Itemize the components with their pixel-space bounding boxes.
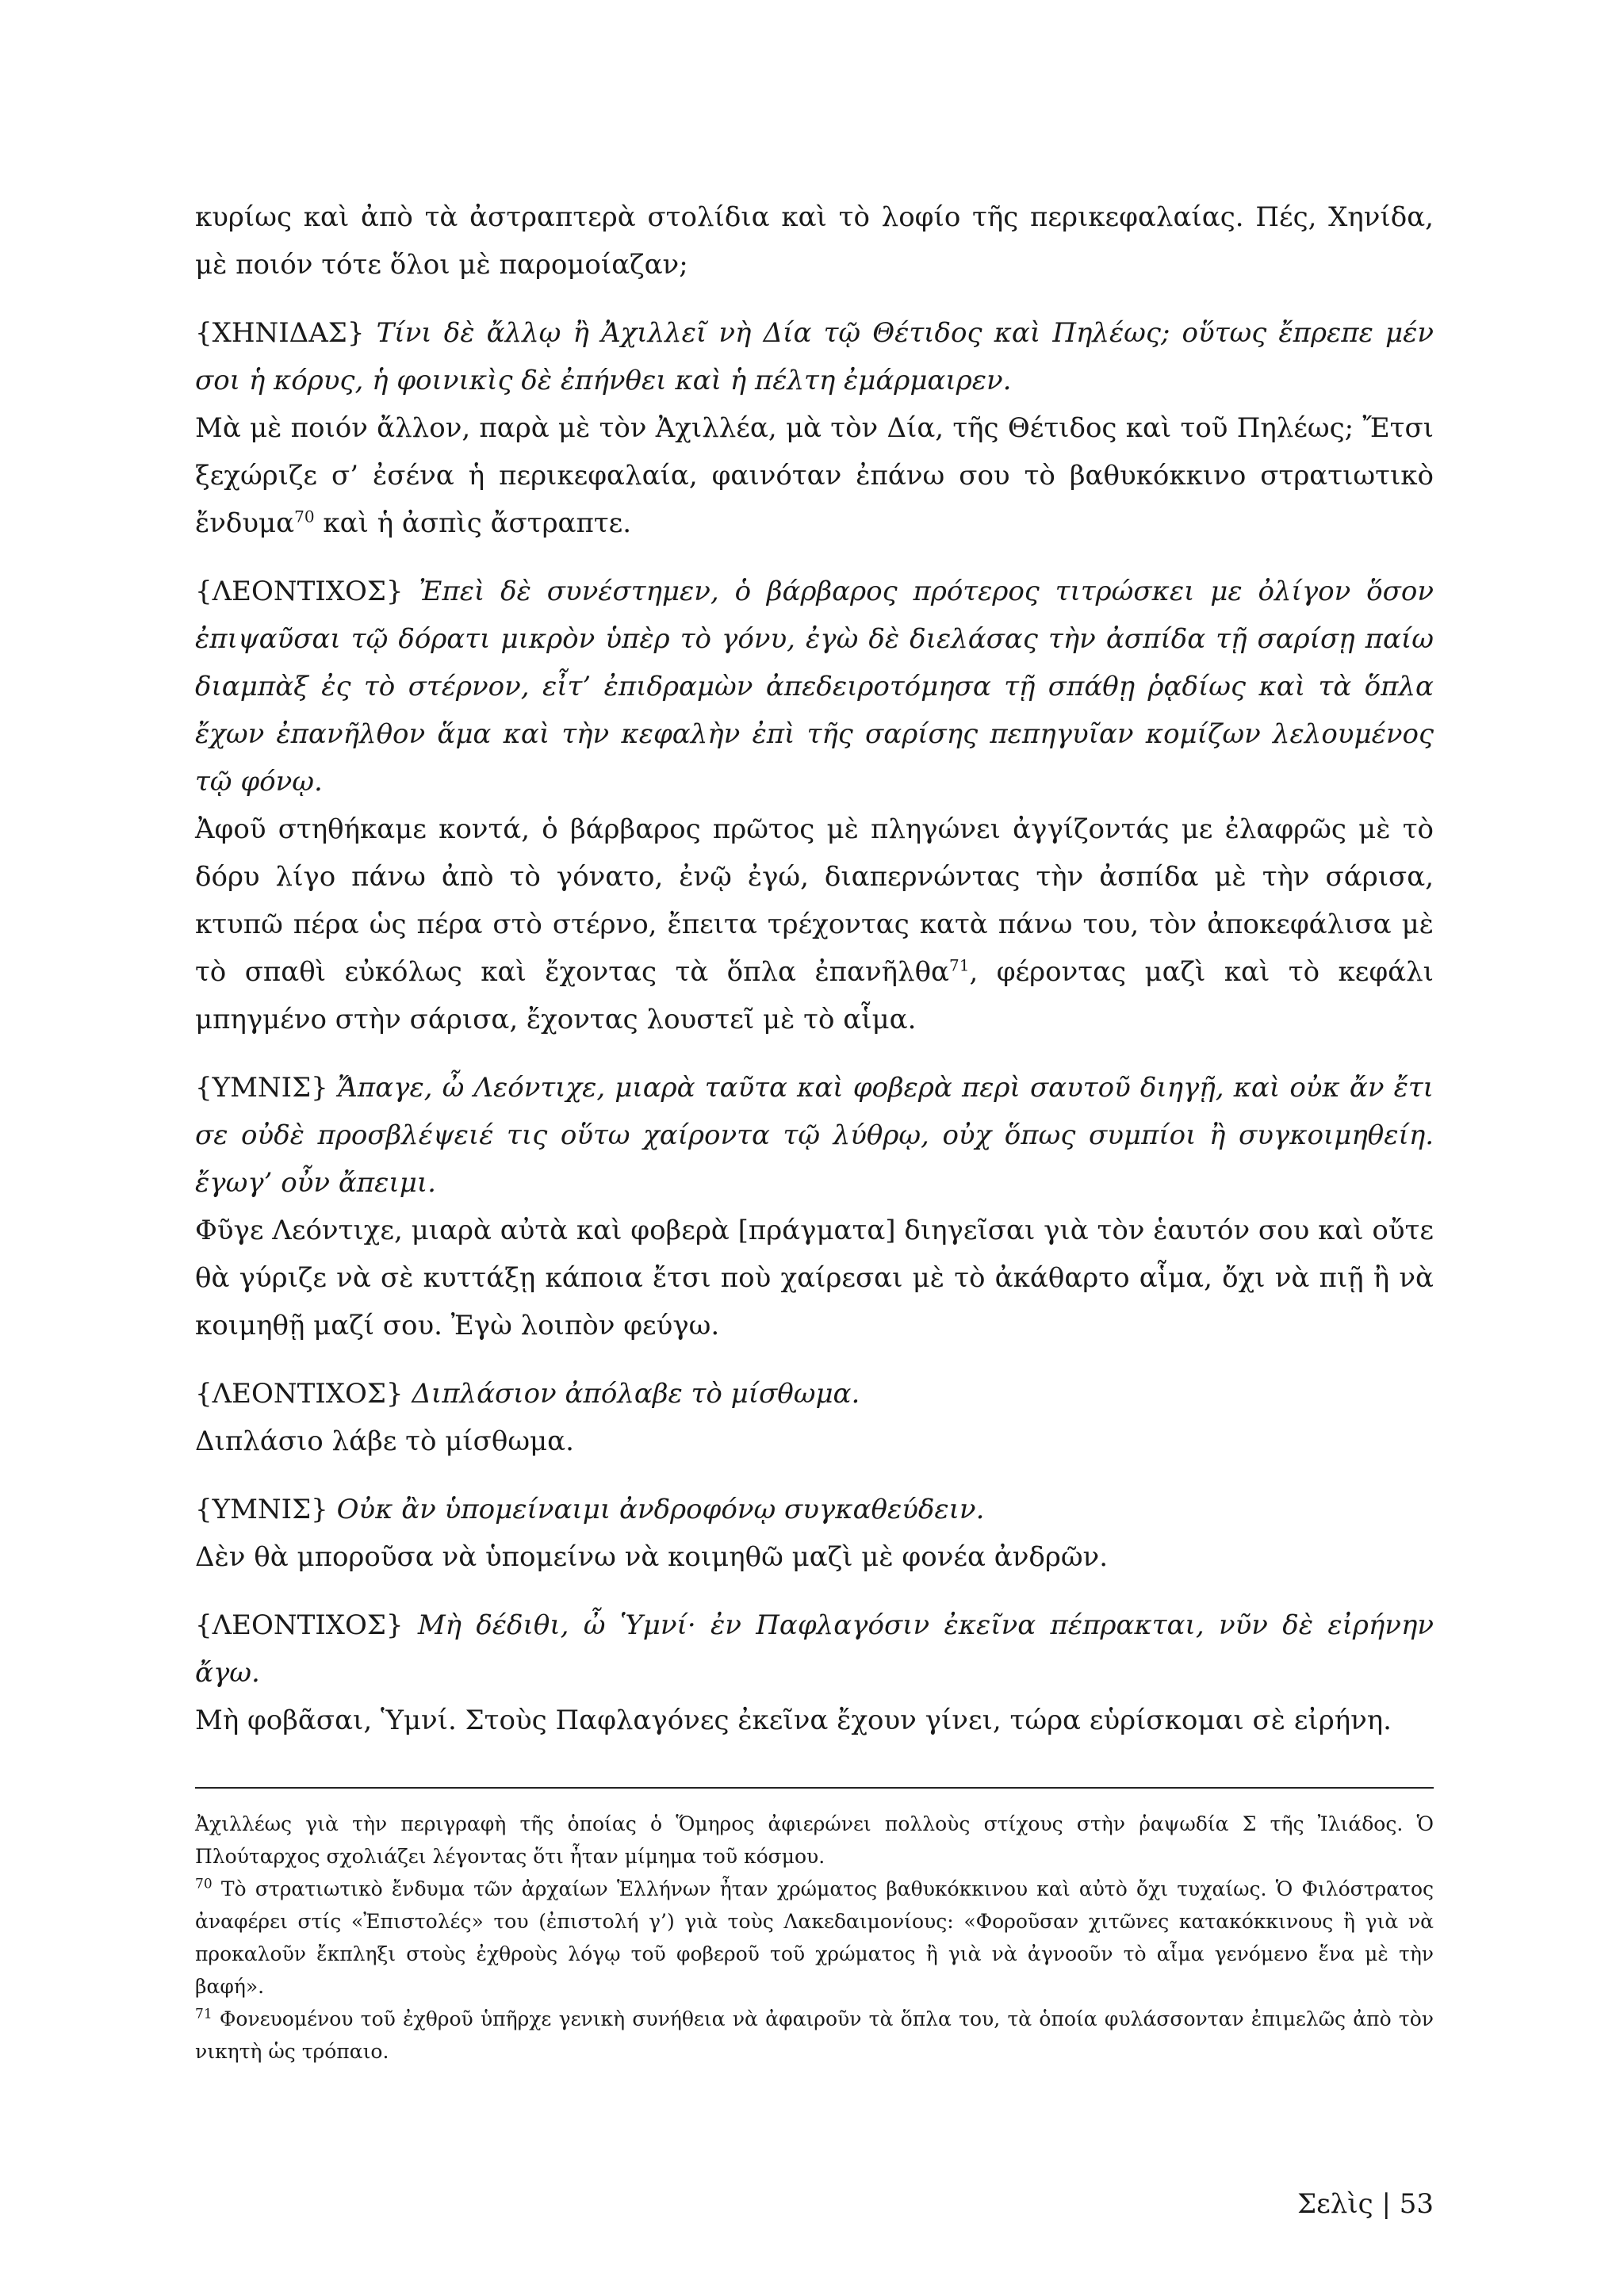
modern-translation: Μὴ φοβᾶσαι, Ὑμνί. Στοὺς Παφλαγόνες ἐκεῖνα ἔχουν γίνει, τώρα εὑρίσκομαι σὲ εἰρήνη. <box>195 1705 1392 1736</box>
modern-translation: Δὲν θὰ μποροῦσα νὰ ὑπομείνω νὰ κοιμηθῶ μαζὶ μὲ φονέα ἀνδρῶν. <box>195 1541 1109 1573</box>
speaker-label: {ΥΜΝΙΣ} <box>195 1494 328 1525</box>
footnote-ref[interactable]: 70 <box>294 507 315 526</box>
footnote-text: Τὸ στρατιωτικὸ ἔνδυμα τῶν ἀρχαίων Ἑλλήνων ἦταν χρώματος βαθυκόκκινου καὶ αὐτὸ ὄχι τυχαίως. Ὁ Φιλόστρατος ἀναφέρει στίς «Ἐπιστολές» του (ἐπιστολή γ’) γιὰ τοὺς Λακεδαιμονίους: «Φοροῦσαν χιτῶνες κατακόκκινους ἢ γιὰ νὰ προκαλοῦν ἔκπληξι στοὺς ἐχθροὺς λόγῳ τοῦ φοβεροῦ τοῦ χρώματος ἢ γιὰ νὰ ἀγνοοῦν τὸ αἷμα γενόμενο ἕνα μὲ τὴν βαφή». <box>195 1877 1434 1998</box>
ancient-text-line <box>195 1064 1434 1207</box>
ancient-text-line <box>195 1601 1434 1697</box>
footnote-70 <box>195 1873 1434 2003</box>
ancient-text-line <box>195 1370 1434 1418</box>
dialogue-block-leontichos-1 <box>195 568 1434 1043</box>
footnote-ref[interactable]: 71 <box>949 955 970 975</box>
dialogue-block-leontichos-3 <box>195 1601 1434 1744</box>
ancient-text-line <box>195 1486 1434 1533</box>
modern-translation: Φῦγε Λεόντιχε, μιαρὰ αὐτὰ καὶ φοβερὰ [πράγματα] διηγεῖσαι γιὰ τὸν ἑαυτόν σου καὶ οὔτε θὰ γύριζε νὰ σὲ κυττάξῃ κάποια ἔτσι ποὺ χαίρεσαι μὲ τὸ ἀκάθαρτο αἷμα, ὄχι νὰ πιῇ ἢ νὰ κοιμηθῇ μαζί σου. Ἐγὼ λοιπὸν φεύγω. <box>195 1215 1434 1341</box>
footnote-number: 70 <box>195 1876 213 1892</box>
speaker-label: {ΥΜΝΙΣ} <box>195 1072 328 1104</box>
footnotes <box>195 1808 1434 2068</box>
modern-text-part: καὶ ἡ ἀσπὶς ἄστραπτε. <box>314 507 632 539</box>
speaker-label: {ΛΕΟΝΤΙΧΟΣ} <box>195 1609 404 1641</box>
footnote-number: 71 <box>195 2006 213 2022</box>
modern-translation: Διπλάσιο λάβε τὸ μίσθωμα. <box>195 1425 574 1457</box>
speaker-label: {ΛΕΟΝΤΙΧΟΣ} <box>195 1378 404 1410</box>
paragraph-continuation <box>195 193 1434 289</box>
ancient-greek-text: Ἄπαγε, ὦ Λεόντιχε, μιαρὰ ταῦτα καὶ φοβερὰ περὶ σαυτοῦ διηγῇ, καὶ οὐκ ἄν ἔτι σε οὐδὲ προσβλέψειέ τις οὕτω χαίροντα τῷ λύθρῳ, οὐχ ὅπως συμπίοι ἢ συγκοιμηθείη. ἔγωγ’ οὖν ἄπειμι. <box>195 1072 1434 1199</box>
ancient-greek-text: Μὴ δέδιθι, ὦ Ὑμνί· ἐν Παφλαγόσιν ἐκεῖνα πέπρακται, νῦν δὲ εἰρήνην ἄγω. <box>195 1609 1434 1689</box>
modern-translation: κυρίως καὶ ἀπὸ τὰ ἀστραπτερὰ στολίδια καὶ τὸ λοφίο τῆς περικεφαλαίας. Πές, Χηνίδα, μὲ ποιόν τότε ὅλοι μὲ παρομοίαζαν; <box>195 201 1434 281</box>
main-text <box>195 193 1434 1765</box>
footnote-separator <box>195 1787 1434 1789</box>
modern-text-part: Ἀφοῦ στηθήκαμε κοντά, ὁ βάρβαρος πρῶτος μὲ πληγώνει ἀγγίζοντάς με ἐλαφρῶς μὲ τὸ δόρυ λίγο πάνω ἀπὸ τὸ γόνατο, ἐνῷ ἐγώ, διαπερνώντας τὴν ἀσπίδα μὲ τὴν σάρισα, κτυπῶ πέρα ὡς πέρα στὸ στέρνο, ἔπειτα τρέχοντας κατὰ πάνω του, τὸν ἀποκεφάλισα μὲ τὸ σπαθὶ εὐκόλως καὶ ἔχοντας τὰ ὅπλα ἐπανῆλθα <box>195 813 1434 988</box>
footnote-71 <box>195 2003 1434 2068</box>
ancient-greek-text: Οὐκ ἂν ὑπομείναιμι ἀνδροφόνῳ συγκαθεύδειν. <box>336 1494 985 1525</box>
dialogue-block-chenidas <box>195 309 1434 547</box>
modern-translation <box>195 404 1434 547</box>
ancient-text-line <box>195 309 1434 404</box>
ancient-greek-text: Διπλάσιον ἀπόλαβε τὸ μίσθωμα. <box>412 1378 860 1410</box>
page-number: Σελὶς | 53 <box>1297 2188 1434 2220</box>
ancient-greek-text: Ἐπεὶ δὲ συνέστημεν, ὁ βάρβαρος πρότερος τιτρώσκει με ὀλίγον ὅσον ἐπιψαῦσαι τῷ δόρατι μικρὸν ὑπὲρ τὸ γόνυ, ἐγὼ δὲ διελάσας τὴν ἀσπίδα τῇ σαρίσῃ παίω διαμπὰξ ἐς τὸ στέρνον, εἶτ’ ἐπιδραμὼν ἀπεδειροτόμησα τῇ σπάθῃ ῥᾳδίως καὶ τὰ ὅπλα ἔχων ἐπανῆλθον ἅμα καὶ τὴν κεφαλὴν ἐπὶ τῆς σαρίσης πεπηγυῖαν κομίζων λελουμένος τῷ φόνῳ. <box>195 576 1434 798</box>
speaker-label: {ΧΗΝΙΔΑΣ} <box>195 317 365 349</box>
ancient-text-line <box>195 568 1434 806</box>
modern-translation <box>195 806 1434 1043</box>
footnote-continuation: Ἀχιλλέως γιὰ τὴν περιγραφὴ τῆς ὁποίας ὁ Ὅμηρος ἀφιερώνει πολλοὺς στίχους στὴν ῥαψωδία Σ τῆς Ἰλιάδος. Ὁ Πλούταρχος σχολιάζει λέγοντας ὅτι ἦταν μίμημα τοῦ κόσμου. <box>195 1812 1434 1868</box>
dialogue-block-leontichos-2 <box>195 1370 1434 1465</box>
dialogue-block-hymnis-2 <box>195 1486 1434 1581</box>
ancient-greek-text: Τίνι δὲ ἄλλῳ ἢ Ἀχιλλεῖ νὴ Δία τῷ Θέτιδος καὶ Πηλέως; οὕτως ἔπρεπε μέν σοι ἡ κόρυς, ἡ φοινικὶς δὲ ἐπήνθει καὶ ἡ πέλτη ἐμάρμαιρεν. <box>195 317 1434 396</box>
modern-text-part: , φέροντας μαζὶ καὶ τὸ κεφάλι μπηγμένο στὴν σάρισα, ἔχοντας λουστεῖ μὲ τὸ αἷμα. <box>195 956 1434 1035</box>
dialogue-block-hymnis-1 <box>195 1064 1434 1349</box>
speaker-label: {ΛΕΟΝΤΙΧΟΣ} <box>195 576 404 607</box>
modern-text-part: Μὰ μὲ ποιόν ἄλλον, παρὰ μὲ τὸν Ἀχιλλέα, μὰ τὸν Δία, τῆς Θέτιδος καὶ τοῦ Πηλέως; Ἔτσι ξεχώριζε σ’ ἐσένα ἡ περικεφαλαία, φαινόταν ἐπάνω σου τὸ βαθυκόκκινο στρατιωτικὸ ἔνδυμα <box>195 412 1434 539</box>
footnote-text: Φονευομένου τοῦ ἐχθροῦ ὑπῆρχε γενικὴ συνήθεια νὰ ἀφαιροῦν τὰ ὅπλα του, τὰ ὁποία φυλάσσονταν ἐπιμελῶς ἀπὸ τὸν νικητὴ ὡς τρόπαιο. <box>195 2007 1434 2063</box>
